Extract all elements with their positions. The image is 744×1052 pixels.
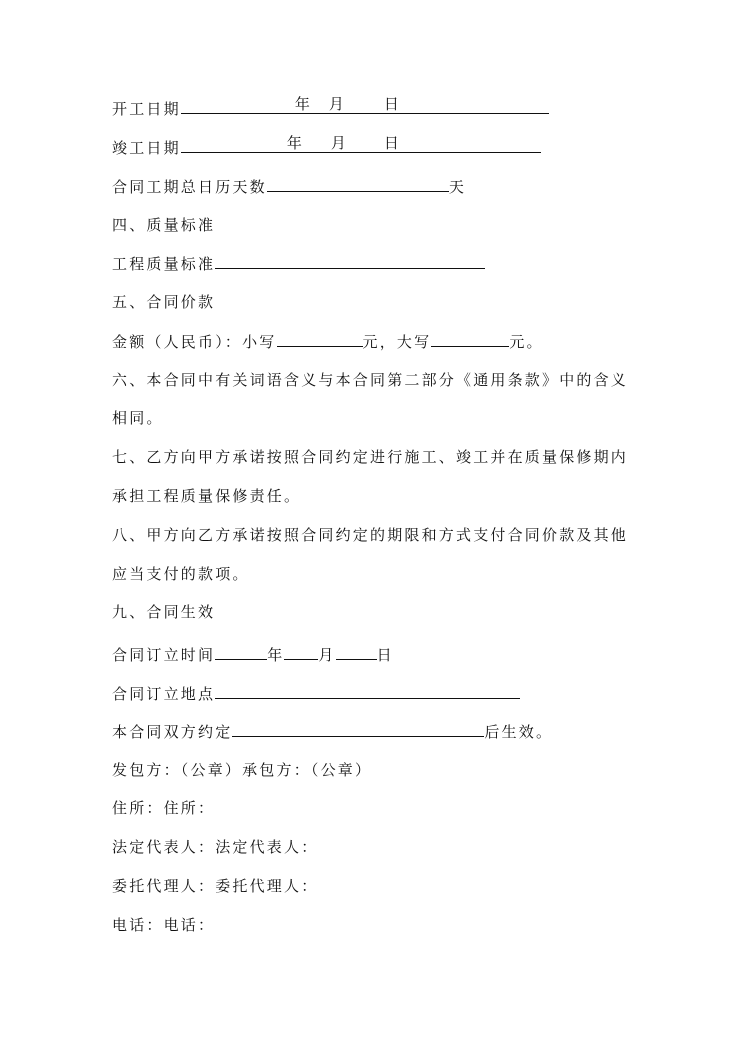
sign-month-field[interactable] [284, 643, 318, 660]
amount-label: 金额（人民币）：小写 [112, 333, 277, 351]
year-label: 年 [267, 646, 285, 664]
day-label: 日 [383, 95, 402, 113]
section9-heading: 九、合同生效 [112, 603, 216, 621]
month-label: 月 [318, 646, 336, 664]
sign-place-field[interactable] [215, 682, 520, 699]
section8-line1: 八、甲方向乙方承诺按照合同约定的期限和方式支付合同价款及其他 [112, 526, 629, 544]
year-label: 年 [286, 134, 305, 152]
address-line: 住所：住所： [112, 799, 216, 817]
sign-day-field[interactable] [336, 643, 377, 660]
legal-rep-line: 法定代表人：法定代表人： [112, 838, 319, 856]
end-date-line [112, 136, 541, 158]
sign-time-line [112, 643, 394, 665]
effective-label: 本合同双方约定 [112, 723, 233, 741]
sign-place-line [112, 682, 520, 704]
start-date-field[interactable] [181, 97, 549, 114]
section4-heading: 四、质量标准 [112, 216, 216, 234]
amount-lower-field[interactable] [277, 330, 363, 347]
section8-line2: 应当支付的款项。 [112, 565, 250, 583]
parties-line: 发包方：（公章）承包方：（公章） [112, 761, 373, 779]
total-days-line [112, 175, 466, 197]
phone-line: 电话：电话： [112, 916, 216, 934]
effective-line [112, 720, 553, 742]
start-date-line [112, 97, 549, 119]
total-days-field[interactable] [267, 175, 449, 192]
agent-line: 委托代理人：委托代理人： [112, 877, 319, 895]
day-label: 日 [383, 134, 402, 152]
section7-line1: 七、乙方向甲方承诺按照合同约定进行施工、竣工并在质量保修期内 [112, 448, 629, 466]
section6-line2: 相同。 [112, 409, 164, 427]
sign-year-field[interactable] [215, 643, 267, 660]
amount-upper-field[interactable] [431, 330, 509, 347]
amount-upper-label: 元，大写 [362, 333, 432, 351]
end-date-label: 竣工日期 [112, 139, 181, 157]
quality-line [112, 252, 485, 274]
effective-field[interactable] [232, 720, 484, 737]
sign-place-label: 合同订立地点 [112, 685, 216, 703]
end-date-field[interactable] [181, 136, 541, 153]
quality-label: 工程质量标准 [112, 255, 216, 273]
section7-line2: 承担工程质量保修责任。 [112, 487, 302, 505]
quality-field[interactable] [215, 252, 485, 269]
effective-suffix: 后生效。 [484, 723, 554, 741]
amount-line [112, 330, 544, 352]
sign-time-label: 合同订立时间 [112, 646, 216, 664]
days-unit: 天 [448, 178, 467, 196]
section5-heading: 五、合同价款 [112, 293, 216, 311]
month-label: 月 [328, 95, 347, 113]
total-days-label: 合同工期总日历天数 [112, 178, 267, 196]
month-label: 月 [330, 134, 349, 152]
day-label: 日 [376, 646, 394, 664]
yuan-label: 元。 [509, 333, 544, 351]
year-label: 年 [294, 95, 313, 113]
section6-line1: 六、本合同中有关词语含义与本合同第二部分《通用条款》中的含义 [112, 371, 629, 389]
start-date-label: 开工日期 [112, 100, 181, 118]
